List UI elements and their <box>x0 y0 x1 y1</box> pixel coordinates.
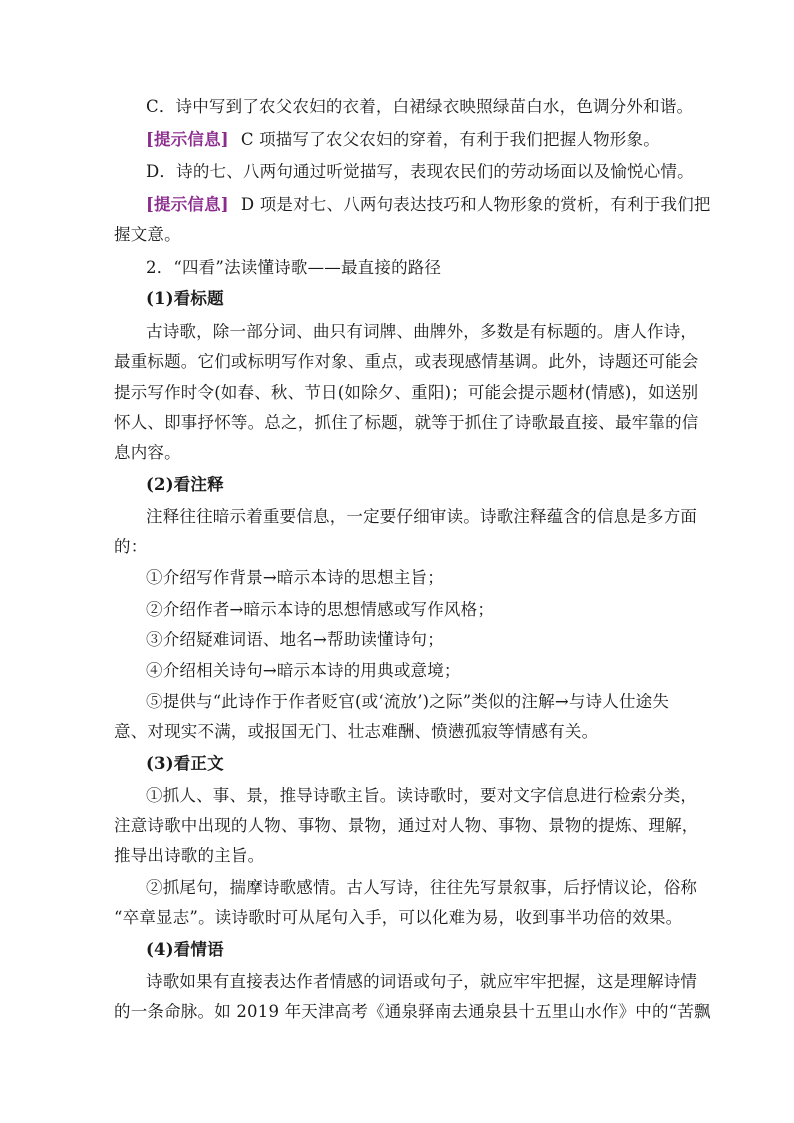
option-d-text: D．诗的七、八两句通过听觉描写，表现农民们的劳动场面以及愉悦心情。 <box>146 162 694 181</box>
list-item: ④介绍相关诗句→暗示本诗的用典或意境； <box>146 661 461 680</box>
paragraph-line: “卒章显志”。读诗歌时可从尾句入手，可以化难为易，收到事半功倍的效果。 <box>114 908 683 927</box>
paragraph-line: 提示写作时令(如春、秋、节日(如除夕、重阳)；可能会提示题材(情感)，如送别 <box>114 383 699 402</box>
paragraph-line: 古诗歌，除一部分词、曲只有词牌、曲牌外，多数是有标题的。唐人作诗， <box>146 322 698 341</box>
sub-heading: (1)看标题 <box>146 289 224 308</box>
list-item: ⑤提供与“此诗作于作者贬官(或‘流放’)之际”类似的注解→与诗人仕途失 <box>146 692 670 711</box>
hint-line-d <box>146 195 711 215</box>
hint-label: [提示信息] <box>146 195 229 214</box>
paragraph-line: 推导出诗歌的主旨。 <box>114 846 265 865</box>
hint-label: [提示信息] <box>146 130 229 149</box>
paragraph-line: 诗歌如果有直接表达作者情感的词语或句子，就应牢牢把握，这是理解诗情 <box>146 972 698 991</box>
sub-heading: (4)看情语 <box>146 940 224 959</box>
option-c-text: C．诗中写到了农父农妇的衣着，白裙绿衣映照绿苗白水，色调分外和谐。 <box>146 97 694 116</box>
sub-heading: (3)看正文 <box>146 754 224 773</box>
paragraph-line: 握文意。 <box>114 225 181 244</box>
paragraph-line: 的： <box>114 537 148 556</box>
paragraph-line: ②抓尾句，揣摩诗歌感情。古人写诗，往往先写景叙事，后抒情议论，俗称 <box>146 878 698 897</box>
list-item: ①介绍写作背景→暗示本诗的思想主旨； <box>146 568 444 587</box>
paragraph-line: 意、对现实不满，或报国无门、壮志难酬、愤懑孤寂等情感有关。 <box>114 722 599 741</box>
list-item: ③介绍疑难词语、地名→帮助读懂诗句； <box>146 630 444 649</box>
list-item: ②介绍作者→暗示本诗的思想情感或写作风格； <box>146 600 495 619</box>
paragraph-line: 注意诗歌中出现的人物、事物、景物，通过对人物、事物、景物的提炼、理解， <box>114 816 699 835</box>
paragraph-line: 息内容。 <box>114 443 181 462</box>
paragraph-line: 的一条命脉。如 2019 年天津高考《通泉驿南去通泉县十五里山水作》中的“苦飘 <box>114 1002 711 1021</box>
paragraph-line: 最重标题。它们或标明写作对象、重点，或表现感情基调。此外，诗题还可能会 <box>114 352 699 371</box>
hint-text: D 项是对七、八两句表达技巧和人物形象的赏析，有利于我们把 <box>240 195 711 214</box>
hint-line-c <box>146 130 680 150</box>
hint-text: C 项描写了农父农妇的穿着，有利于我们把握人物形象。 <box>240 130 660 149</box>
section-heading: 2．“四看”法读懂诗歌——最直接的路径 <box>146 258 442 277</box>
sub-heading: (2)看注释 <box>146 475 224 494</box>
paragraph-line: 注释往往暗示着重要信息，一定要仔细审读。诗歌注释蕴含的信息是多方面 <box>146 507 698 526</box>
paragraph-line: ①抓人、事、景，推导诗歌主旨。读诗歌时，要对文字信息进行检索分类， <box>146 786 698 805</box>
paragraph-line: 怀人、即事抒怀等。总之，抓住了标题，就等于抓住了诗歌最直接、最牢靠的信 <box>114 413 699 432</box>
